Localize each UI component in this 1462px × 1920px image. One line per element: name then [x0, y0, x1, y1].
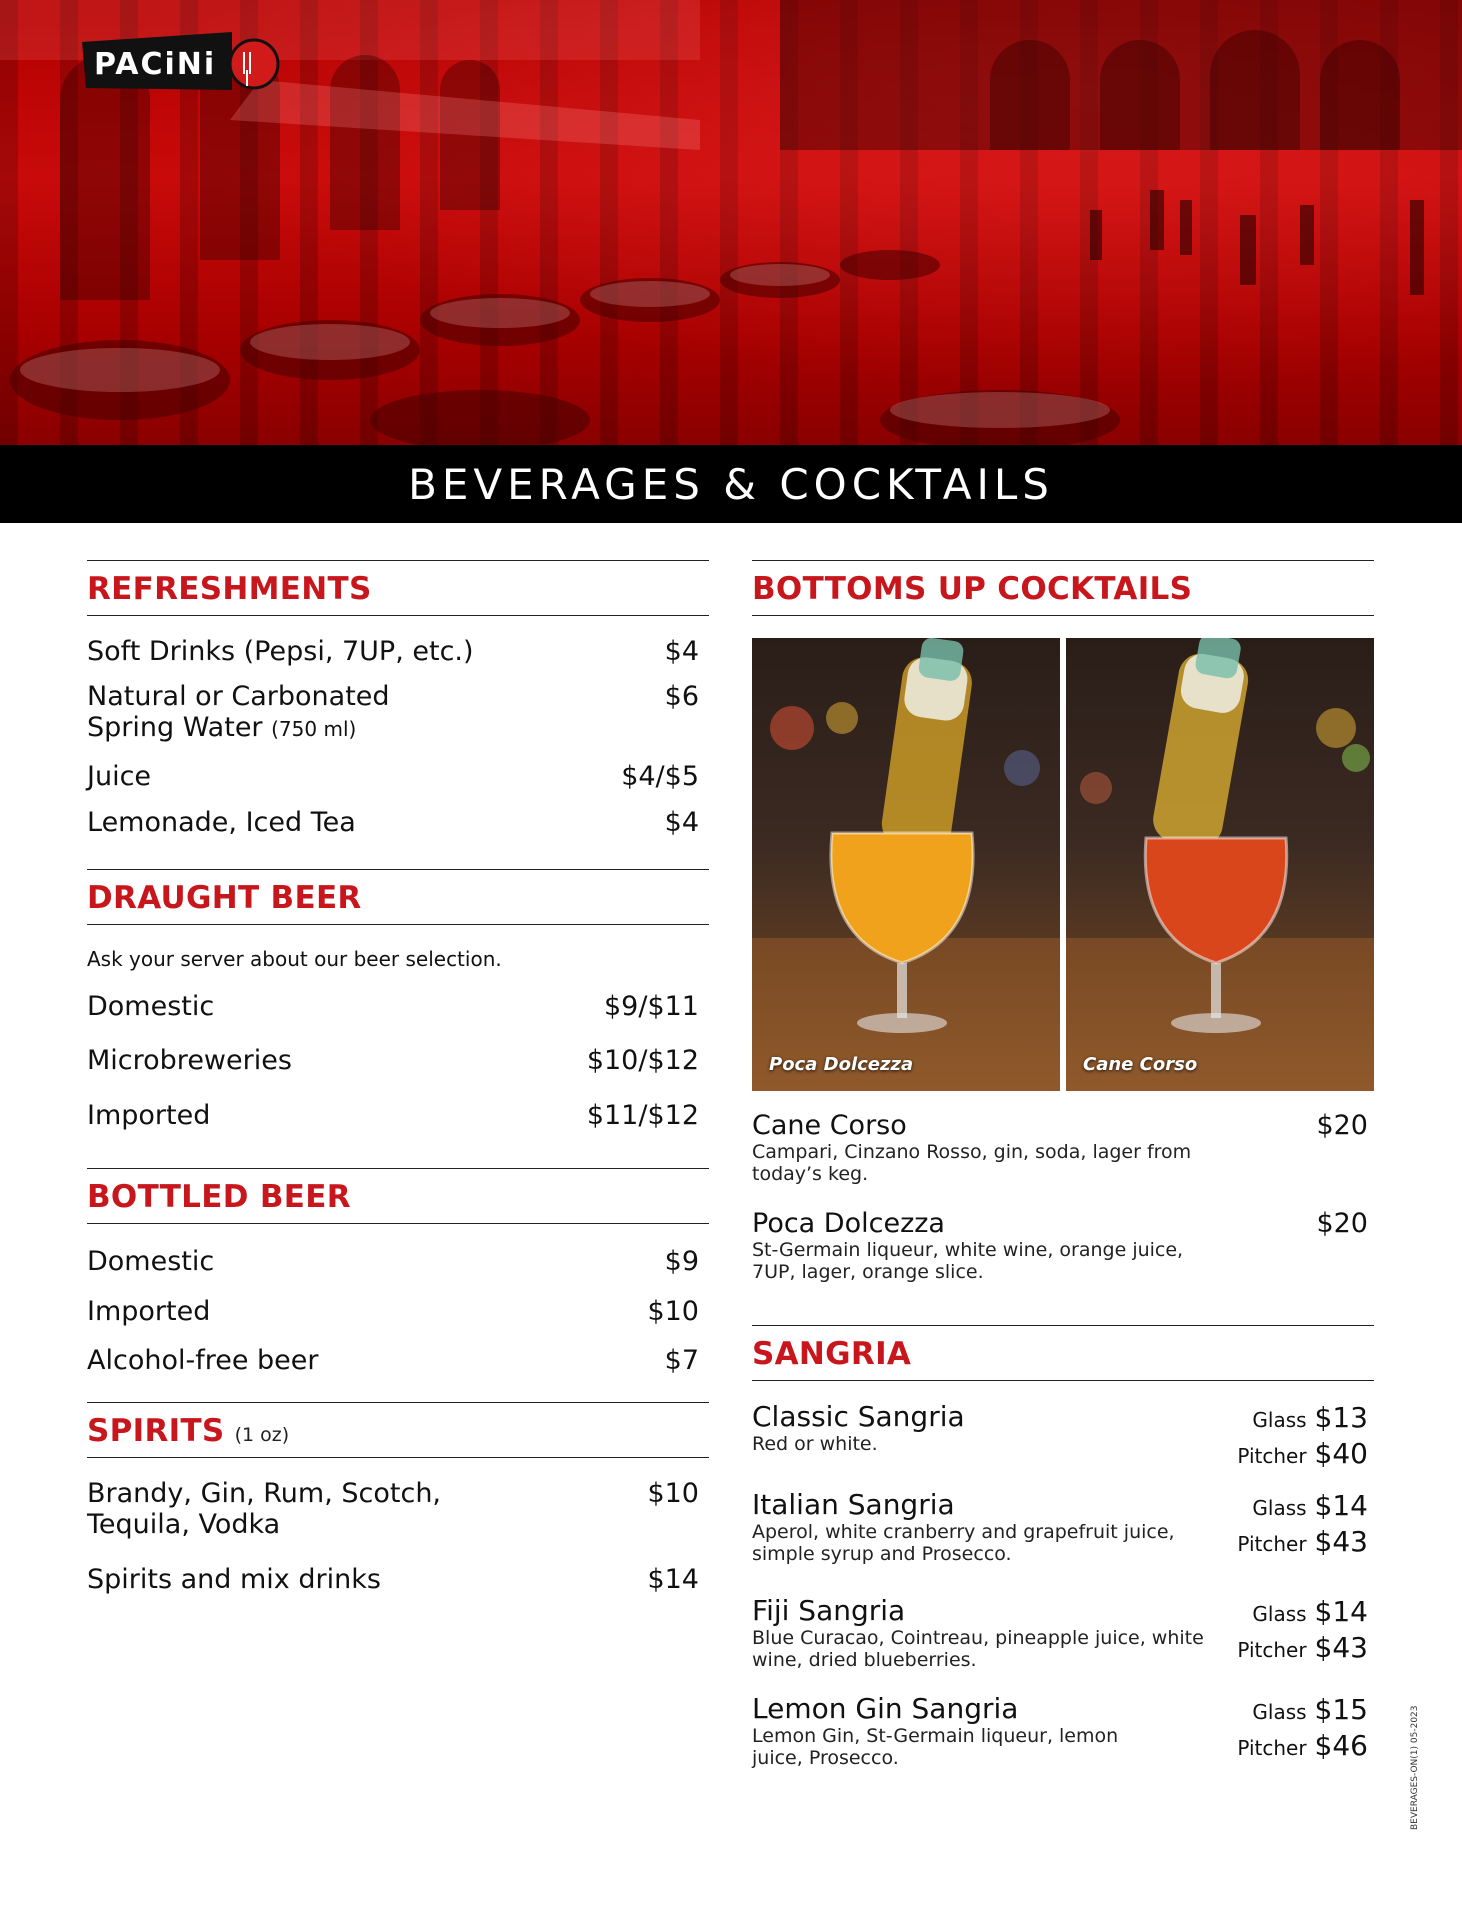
menu-item: Brandy, Gin, Rum, Scotch, Tequila, Vodka $10: [87, 1478, 699, 1540]
draught-note: Ask your server about our beer selection.: [87, 947, 502, 971]
cocktail-glass-illustration: [1066, 638, 1374, 1091]
cocktail-glass-illustration: [752, 638, 1060, 1091]
menu-item: Domestic $9: [87, 1246, 699, 1277]
draught-list: [87, 991, 709, 1131]
hero-image: [0, 0, 1462, 445]
menu-item: Domestic $9/$11: [87, 991, 699, 1022]
menu-item: Lemonade, Iced Tea $4: [87, 807, 699, 838]
menu-item: Microbreweries $10/$12: [87, 1045, 699, 1076]
title-bar: [0, 445, 1462, 523]
photo-poca-dolcezza: Poca Dolcezza: [752, 638, 1060, 1091]
footer-code: BEVERAGES-ON(1) 05-2023: [1410, 1705, 1420, 1830]
refreshments-heading: REFRESHMENTS: [87, 560, 709, 616]
draught-heading: DRAUGHT BEER: [87, 869, 709, 925]
menu-item: Juice $4/$5: [87, 761, 699, 792]
cocktail-item: Poca Dolcezza $20 St-Germain liqueur, white wine, orange juice, 7UP, lager, orange slice.: [752, 1208, 1368, 1283]
cocktail-item: Cane Corso $20 Campari, Cinzano Rosso, gin, soda, lager from today’s keg.: [752, 1110, 1368, 1185]
page-title: BEVERAGES & COCKTAILS: [408, 459, 1054, 509]
bottled-list: [87, 1246, 709, 1376]
menu-item: Imported $10: [87, 1296, 699, 1327]
sangria-heading: SANGRIA: [752, 1325, 1374, 1381]
sangria-item: Fiji Sangria Blue Curacao, Cointreau, pineapple juice, white wine, dried blueberries. Glass $14 Pitcher $43: [752, 1594, 1368, 1671]
menu-item: Alcohol-free beer $7: [87, 1345, 699, 1376]
menu-item: Spirits and mix drinks $14: [87, 1564, 699, 1595]
sangria-item: Italian Sangria Aperol, white cranberry and grapefruit juice, simple syrup and Prosecco. Glass $14 Pitcher $43: [752, 1488, 1368, 1565]
right-column: [752, 560, 1374, 1769]
sangria-item: Lemon Gin Sangria Lemon Gin, St-Germain liqueur, lemon juice, Prosecco. Glass $15 Pitcher $46: [752, 1692, 1368, 1769]
cocktail-photos: [752, 638, 1374, 1091]
menu-item: Natural or Carbonated Spring Water (750 ml) $6: [87, 681, 699, 743]
menu-item: Imported $11/$12: [87, 1100, 699, 1131]
cocktails-heading: BOTTOMS UP COCKTAILS: [752, 560, 1374, 616]
left-column: [87, 560, 709, 1595]
sangria-item: Classic Sangria Red or white. Glass $13 Pitcher $40: [752, 1400, 1368, 1470]
spirits-list: [87, 1478, 709, 1595]
bottled-heading: BOTTLED BEER: [87, 1168, 709, 1224]
pacini-logo: [82, 30, 292, 96]
menu-item: Soft Drinks (Pepsi, 7UP, etc.) $4: [87, 636, 699, 667]
spirits-heading: SPIRITS (1 oz): [87, 1402, 709, 1458]
refreshments-list: [87, 636, 709, 838]
svg-text:PACiNi: PACiNi: [94, 47, 217, 82]
photo-cane-corso: Cane Corso: [1066, 638, 1374, 1091]
